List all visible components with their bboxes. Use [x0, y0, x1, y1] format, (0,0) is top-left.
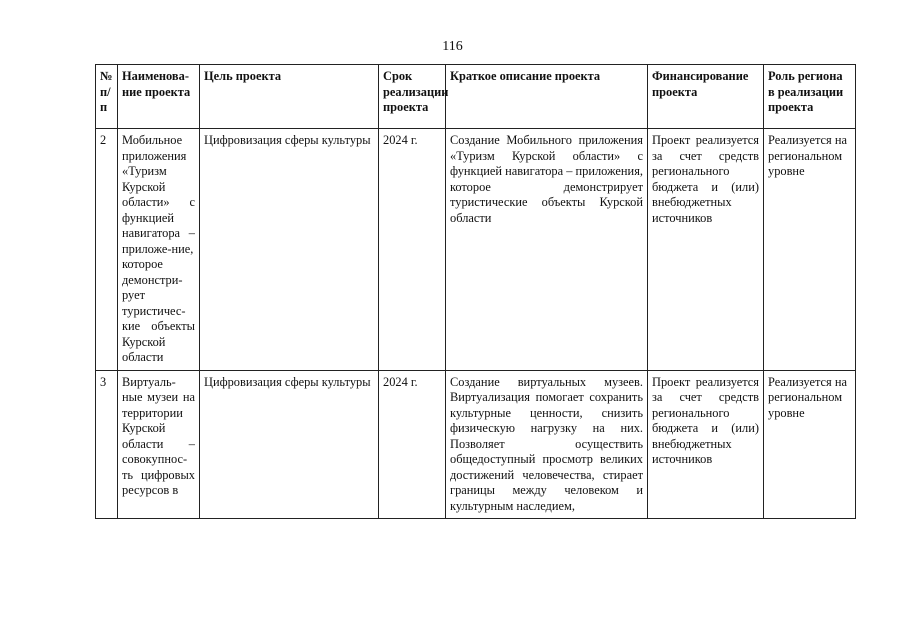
header-role: Роль региона в реализации проекта — [764, 65, 856, 129]
cell-financing: Проект реализуется за счет средств регионального бюджета и (или) внебюджетных источников — [648, 129, 764, 371]
cell-role: Реализуется на региональном уровне — [764, 129, 856, 371]
header-description: Краткое описание проекта — [446, 65, 648, 129]
cell-name: Виртуаль-ные музеи на территории Курской области – совокупнос-ть цифровых ресурсов в — [118, 370, 200, 519]
cell-financing: Проект реализуется за счет средств регионального бюджета и (или) внебюджетных источников — [648, 370, 764, 519]
header-financing: Финансирование проекта — [648, 65, 764, 129]
cell-description: Создание виртуальных музеев. Виртуализация помогает сохранить культурные ценности, снизить физическую нагрузку на них. Позволяет осуществить общедоступный просмотр великих достижений человечества, стирает границы между человеком и культурным наследием, — [446, 370, 648, 519]
cell-description: Создание Мобильного приложения «Туризм Курской области» с функцией навигатора – приложения, которое демонстрирует туристические объекты Курской области — [446, 129, 648, 371]
table-header-row — [96, 65, 856, 129]
cell-name: Мобильное приложения «Туризм Курской области» с функцией навигатора – приложе-ние, которое демонстри-рует туристичес-кие объекты Курской области — [118, 129, 200, 371]
table-row — [96, 129, 856, 371]
header-term: Срок реализации проекта — [379, 65, 446, 129]
header-num: № п/п — [96, 65, 118, 129]
cell-term: 2024 г. — [379, 370, 446, 519]
cell-goal: Цифровизация сферы культуры — [200, 129, 379, 371]
cell-num: 2 — [96, 129, 118, 371]
cell-term: 2024 г. — [379, 129, 446, 371]
projects-table — [95, 64, 856, 519]
page-number: 116 — [442, 39, 463, 54]
cell-goal: Цифровизация сферы культуры — [200, 370, 379, 519]
cell-role: Реализуется на региональном уровне — [764, 370, 856, 519]
header-name: Наименова-ние проекта — [118, 65, 200, 129]
cell-num: 3 — [96, 370, 118, 519]
header-goal: Цель проекта — [200, 65, 379, 129]
table-row — [96, 370, 856, 519]
